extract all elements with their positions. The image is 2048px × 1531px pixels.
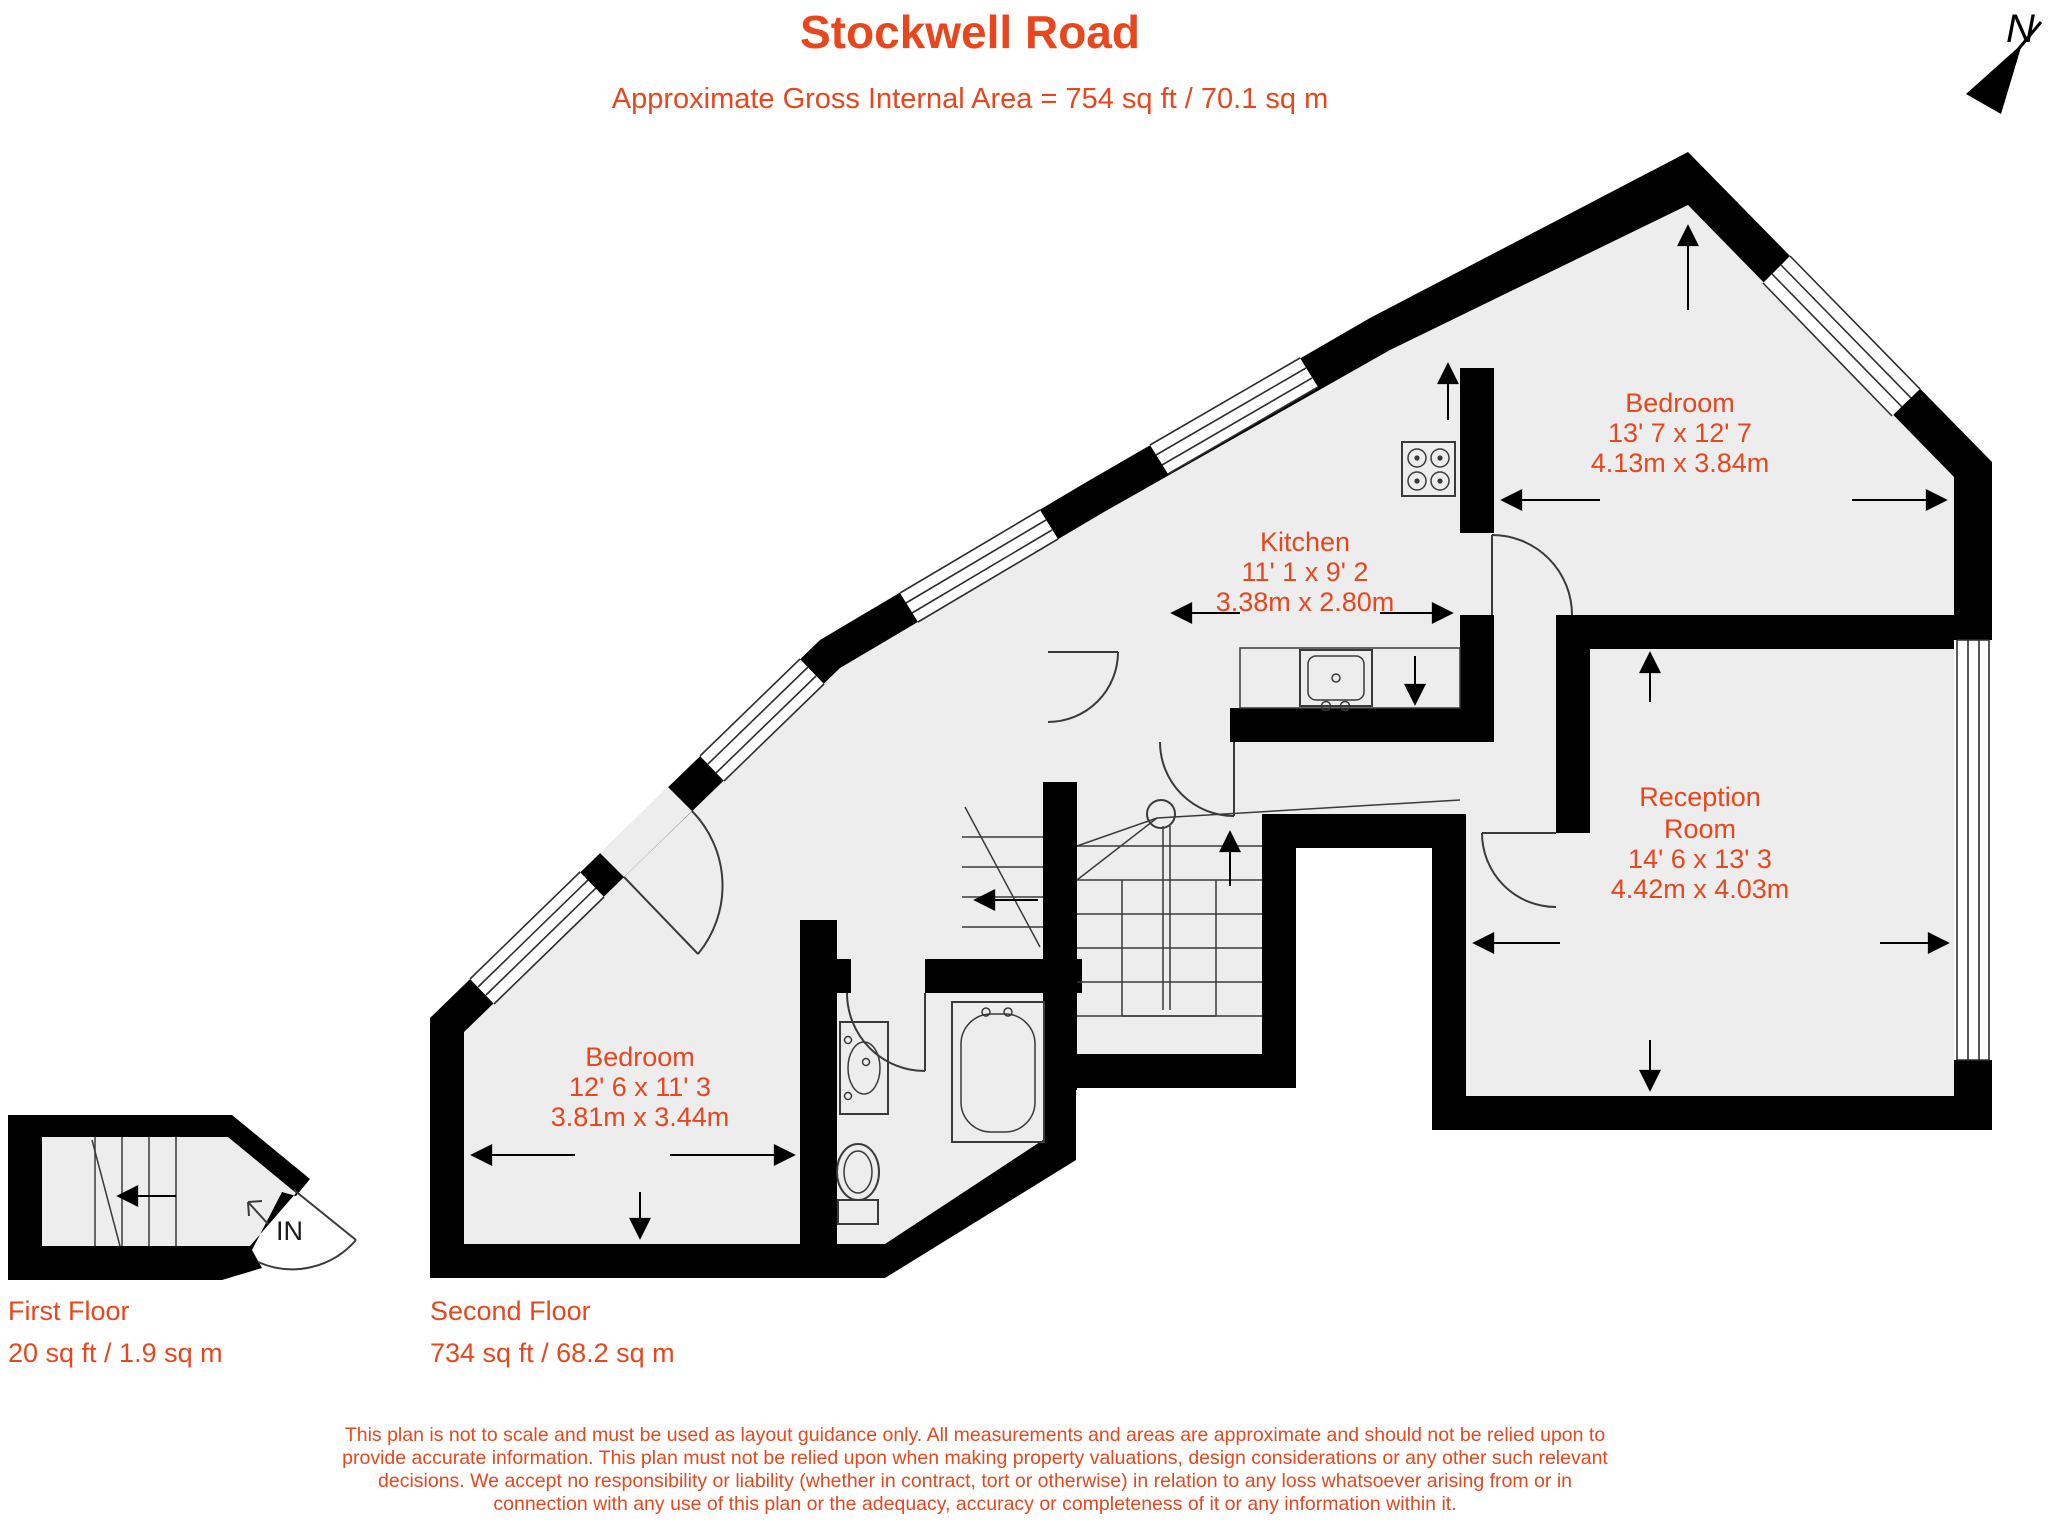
disclaimer-line-3: decisions. We accept no responsibility or liability (whether in contract, tort or otherwise) in relation to any loss whatsoever arising from or in	[378, 1470, 1572, 1492]
disclaimer-line-2: provide accurate information. This plan must not be relied upon when making property valuations, design considerations or any other such relevant	[342, 1447, 1608, 1469]
entrance-label: IN	[276, 1216, 303, 1246]
bedroom-top-metric: 4.13m x 3.84m	[1590, 448, 1770, 478]
floor-captions	[8, 1296, 675, 1368]
second-floor-plan	[430, 152, 1992, 1278]
second-floor-name: Second Floor	[430, 1296, 591, 1326]
kitchen-metric: 3.38m x 2.80m	[1215, 587, 1395, 617]
first-floor-plan	[8, 1115, 356, 1280]
bedroom-bottom-imperial: 12' 6 x 11' 3	[569, 1072, 711, 1102]
wall-bathroom-top-right	[925, 959, 1082, 993]
wall-hall-reception	[1556, 615, 1590, 833]
header	[612, 6, 1329, 115]
page-subtitle: Approximate Gross Internal Area = 754 sq ft / 70.1 sq m	[611, 83, 1329, 115]
reception-metric: 4.42m x 4.03m	[1610, 874, 1790, 904]
bedroom-bottom-name: Bedroom	[585, 1042, 695, 1072]
north-label: N	[2006, 7, 2035, 51]
north-arrow-icon	[1966, 7, 2041, 114]
disclaimer-line-1: This plan is not to scale and must be used as layout guidance only. All measurements and areas are approximate and should not be relied upon to	[344, 1424, 1606, 1446]
disclaimer-line-4: connection with any use of this plan or the adequacy, accuracy or completeness of it or any information within it.	[493, 1493, 1457, 1515]
second-floor-area-text: 734 sq ft / 68.2 sq m	[430, 1338, 675, 1368]
page-title: Stockwell Road	[800, 6, 1140, 58]
bedroom-top-name: Bedroom	[1625, 388, 1735, 418]
first-floor-name: First Floor	[8, 1296, 130, 1326]
wall-bedroom-reception	[1568, 615, 1954, 649]
kitchen-imperial: 11' 1 x 9' 2	[1241, 557, 1369, 587]
wall-kitchen-bottom	[1230, 708, 1460, 742]
wall-stair-left	[1043, 782, 1077, 1090]
window-reception	[1954, 640, 1992, 1060]
north-arrow-triangle	[1966, 44, 2022, 114]
reception-name-1: Reception	[1639, 782, 1761, 812]
kitchen-name: Kitchen	[1259, 527, 1351, 557]
first-floor-area-text: 20 sq ft / 1.9 sq m	[8, 1338, 223, 1368]
disclaimer	[342, 1424, 1608, 1515]
reception-name-2: Room	[1663, 814, 1737, 844]
reception-imperial: 14' 6 x 13' 3	[1628, 844, 1772, 874]
wall-kitchen-corner	[1460, 615, 1494, 742]
wall-kitchen-bedroom	[1460, 368, 1494, 533]
bedroom-bottom-metric: 3.81m x 3.44m	[550, 1102, 730, 1132]
bedroom-top-imperial: 13' 7 x 12' 7	[1608, 418, 1752, 448]
wall-bathroom-top-stub	[837, 959, 851, 993]
wall-bedroom-bathroom	[800, 920, 837, 1244]
